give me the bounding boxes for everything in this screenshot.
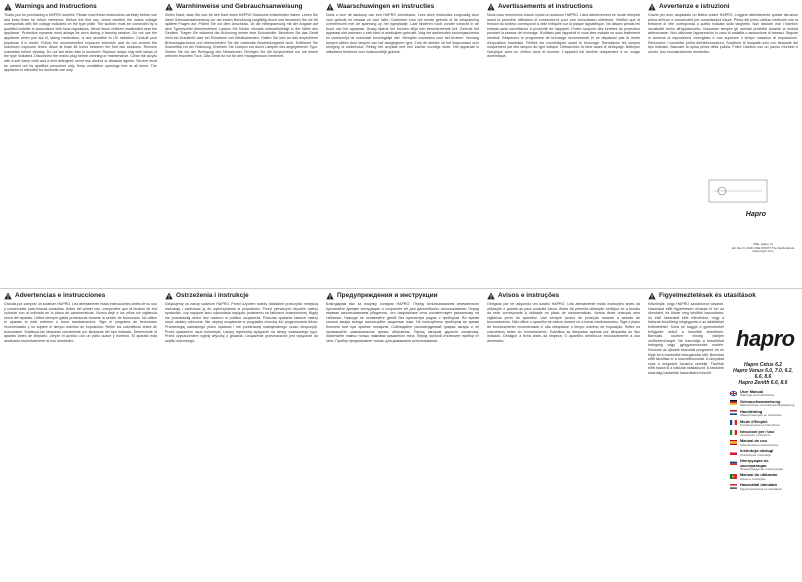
certification-text: VDE, Hapro nv EC Dec 9, 2020 VDE 0700T7 The Netherlands www.hapro.com <box>731 242 795 254</box>
warning-icon <box>4 292 12 300</box>
manual-item-ru: Инструкция по эксплуатации Предупреждения и инструкции <box>730 459 796 471</box>
manual-item-pt: Manual do utilizador Avisos e instruções <box>730 473 796 481</box>
section-it <box>648 3 798 281</box>
manual-item-hu: Használati útmutató Figyelmeztetések és utasítások <box>730 483 796 491</box>
hapro-logo-small: Hapro <box>745 211 766 218</box>
warning-icon <box>326 292 334 300</box>
flag-icon <box>730 391 737 396</box>
section-title: Figyelmeztetések és utasítások <box>659 292 756 299</box>
section-ru <box>326 292 479 580</box>
section-body: Dziękujemy za zakup solarium HAPRO. Przed użyciem należy dokładnie przeczytać niniejszą instrukcję i zachować ją do wykorzystania w przyszłości. Przed pierwszym użyciem należy sprawdzić, czy napięcie sieci odpowiada napięciu podanemu na tabliczce znamionowej. Nigdy nie pozostawiaj dzieci bez nadzoru w pobliżu urządzenia. Podczas opalania zawsze należy nosić okulary ochronne. Nie używaj urządzenia w przypadku choroby lub przyjmowania leków. Przestrzegaj zalecanego planu opalania i nie przekraczaj maksymalnego czasu ekspozycji. Przed opalaniem usuń kosmetyki. Lampy wymieniaj wyłącznie na lampy wskazanego typu. Przed czyszczeniem wyjmij wtyczkę z gniazda. Urządzenie przeznaczone jest wyłącznie do użytku domowego. <box>165 302 318 343</box>
flag-icon <box>730 450 737 455</box>
section-body: Köszönjük, hogy HAPRO szoláriumot vásárolt. Használat előtt figyelmesen olvassa el ezt az útmutatót, és őrizze meg későbbi használatra. Az első használat előtt ellenőrizze, hogy a hálózati feszültség megegyezik-e az adattáblán feltüntetettel. Soha ne hagyja a gyermekeket felügyelet nélkül a készülék közelében. Barnulás közben mindig viseljen védőszemüveget. Ne használja a készüléket betegség vagy gyógyszerszedés esetén. Kövesse az ajánlott barnulási programot, és ne lépje túl a maximális besugárzási időt. Barnulás előtt távolítsa el a kozmetikumokat. A lámpákat csak a megadott típusúra cserélje. Tisztítás előtt húzza ki a hálózati csatlakozót. A készülék kizárólag háztartási használatra készült. <box>648 302 724 375</box>
section-body: Dank u voor de aankoop van een HAPRO zonnebank. Lees deze instructies zorgvuldig door voor gebruik en bewaar ze voor later. Controleer voor het eerste gebruik of de netspanning overeenkomt met de spanning op het typeplaatje. Laat kinderen nooit zonder toezicht in de buurt van het apparaat. Draag tijdens het bruinen altijd een beschermende bril. Gebruik het apparaat niet wanneer u ziek bent of medicijnen gebruikt. Volg het aanbevolen bruiningsschema en overschrijd de maximale bruiningstijd niet. Verwijder cosmetica voor het bruinen. Vervang lampen alleen door lampen van het aangegeven type. Trek de stekker uit het stopcontact voor reiniging of onderhoud. Reinig het acrylaat met een zachte vochtige doek. Het apparaat is uitsluitend bestemd voor huishoudelijk gebruik. <box>326 13 479 54</box>
manual-language-list <box>730 390 796 493</box>
section-hu <box>648 292 798 580</box>
section-de <box>165 3 318 281</box>
flag-icon <box>730 410 737 415</box>
manual-item-pl: Instrukcja obsługi Ostrzeżenia i instrukcje <box>730 449 796 457</box>
warning-icon <box>326 3 334 11</box>
warning-icon <box>165 292 173 300</box>
section-body: Vielen Dank, dass Sie sich für den Kauf eines HAPRO Solariums entschieden haben. Lesen Sie diese Gebrauchsanweisung vor der ersten Benutzung sorgfältig durch und bewahren Sie sie für spätere Fragen auf. Prüfen Sie vor dem Anschluss, ob die Netzspannung mit der Angabe auf dem Typenschild übereinstimmt. Lassen Sie Kinder niemals unbeaufsichtigt in der Nähe des Gerätes. Tragen Sie während der Bräunung immer eine Schutzbrille. Benutzen Sie das Gerät nicht bei Krankheit oder bei Einnahme von Medikamenten. Halten Sie sich an das empfohlene Bräunungsschema und überschreiten Sie die maximale Bestrahlungszeit nicht. Entfernen Sie Kosmetika vor der Bräunung. Ersetzen Sie Lampen nur durch Lampen des angegebenen Typs. Ziehen Sie vor der Reinigung den Netzstecker. Reinigen Sie die Acrylscheibe nur mit einem weichen feuchten Tuch. Das Gerät ist nur für den Hausgebrauch bestimmt. <box>165 13 318 59</box>
section-title: Advertencias e instrucciones <box>15 292 106 299</box>
figure-1 <box>708 179 768 203</box>
section-body: Grazie per aver acquistato un lettino solare HAPRO. Leggere attentamente queste istruzioni prima dell'uso e conservarle per consultazioni future. Prima del primo utilizzo verificare che la tensione di rete corrisponda a quella indicata sulla targhetta. Non lasciare mai i bambini incustoditi vicino all'apparecchio. Indossare sempre gli occhiali protettivi durante la seduta abbronzante. Non utilizzare l'apparecchio in caso di malattia o assunzione di farmaci. Seguire lo schema di esposizione consigliato e non superare il tempo massimo di esposizione. Rimuovere i cosmetici prima dell'abbronzatura. Sostituire le lampade solo con lampade del tipo indicato. Staccare la spina prima della pulizia. Pulire l'acrilico con un panno morbido e umido. Uso esclusivamente domestico. <box>648 13 798 54</box>
section-title: Avisos e instruções <box>498 292 560 299</box>
section-title: Avertissements et instructions <box>498 3 593 10</box>
warning-icon <box>487 292 495 300</box>
warning-icon <box>648 292 656 300</box>
flag-icon <box>730 474 737 479</box>
section-nl <box>326 3 479 281</box>
warning-icon <box>648 3 656 11</box>
flag-icon <box>730 484 737 489</box>
section-title: Ostrzeżenia i instrukcje <box>176 292 249 299</box>
section-en <box>4 3 157 281</box>
manual-item-es: Manual de uso Advertencias e instrucciones <box>730 439 796 447</box>
manual-item-nl: Handleiding Waarschuwingen en instructies <box>730 410 796 418</box>
warning-icon <box>487 3 495 11</box>
section-es <box>4 292 157 580</box>
section-body: Благодарим вас за покупку солярия HAPRO. Перед использованием внимательно прочитайте данную инструкцию и сохраните её для дальнейшего использования. Перед первым использованием убедитесь, что напряжение сети соответствует указанному на табличке. Никогда не оставляйте детей без присмотра рядом с прибором. Во время сеанса загара всегда используйте защитные очки. Не пользуйтесь прибором во время болезни или при приёме лекарств. Соблюдайте рекомендуемый график загара и не превышайте максимальное время облучения. Перед загаром удалите косметику. Заменяйте лампы только лампами указанного типа. Перед чисткой отключите прибор от сети. Прибор предназначен только для домашнего использования. <box>326 302 479 343</box>
flag-icon <box>730 460 737 465</box>
manual-item-it: Istruzioni per l'uso Avvertenze e istruzioni <box>730 430 796 438</box>
section-body: Nous vous remercions d'avoir choisi un solarium HAPRO. Lisez attentivement ce mode d'emploi avant la première utilisation et conservez-le pour une consultation ultérieure. Vérifiez que la tension du secteur correspond à celle indiquée sur la plaque signalétique. Ne laissez jamais les enfants sans surveillance à proximité de l'appareil. Portez toujours des lunettes de protection pendant la séance de bronzage. N'utilisez pas l'appareil si vous êtes malade ou sous traitement médical. Respectez le programme de bronzage recommandé et ne dépassez pas la durée d'exposition maximale. Retirez les cosmétiques avant le bronzage. Remplacez les lampes uniquement par des lampes du type indiqué. Débranchez la fiche avant le nettoyage. Nettoyez l'acrylique avec un chiffon doux et humide. L'appareil est destiné uniquement à un usage domestique. <box>487 13 640 59</box>
section-body: Gracias por comprar un solárium HAPRO. Lea atentamente estas instrucciones antes de su uso y consérvelas para futuras consultas. Antes del primer uso, compruebe que la tensión de red coincide con la indicada en la placa de características. Nunca deje a los niños sin vigilancia cerca del aparato. Utilice siempre gafas protectoras durante la sesión de bronceado. No utilice el aparato si está enfermo o toma medicamentos. Siga el programa de bronceado recomendado y no supere el tiempo máximo de exposición. Retire los cosméticos antes de broncearse. Sustituya las lámparas únicamente por lámparas del tipo indicado. Desenchufe el aparato antes de limpiarlo. Limpie el acrílico con un paño suave y húmedo. El aparato está destinado exclusivamente al uso doméstico. <box>4 302 157 343</box>
flag-icon <box>730 400 737 405</box>
manual-item-en: User Manual Warnings and instructions <box>730 390 796 398</box>
warning-icon <box>165 3 173 11</box>
section-title: Warnings and Instructions <box>15 3 97 10</box>
manual-item-fr: Mode d'Emploi Avertissements et instructions <box>730 420 796 428</box>
flag-icon <box>730 430 737 435</box>
section-pt <box>487 292 640 580</box>
section-body: Thank you for purchasing a HAPRO sunbed. Please read these instructions carefully before use and keep them for future reference. Before the first use, check whether the mains voltage corresponds with the voltage indicated on the type plate. The sunbed must be connected by a qualified installer in accordance with local regulations. Never leave children unattended near the appliance. Protective eyewear must always be worn during a tanning session. Do not use the appliance when you are ill, taking medication, or are sensitive to UV radiation. Consult your physician if in doubt. Follow the recommended exposure schedule and do not exceed the maximum exposure times. Allow at least 48 hours between the first two sessions. Remove cosmetics before tanning. Do not tan when skin is sunburnt. Replace lamps only with lamps of the type indicated. Disconnect the mains plug before cleaning or maintenance. Clean the acrylic with a soft damp cloth and a mild detergent; never use alcohol or abrasive agents. Service must be carried out by qualified personnel only. Keep ventilation openings free at all times. The appliance is intended for domestic use only. <box>4 13 157 73</box>
flag-icon <box>730 420 737 425</box>
divider <box>0 288 802 289</box>
section-title: Waarschuwingen en instructies <box>337 3 435 10</box>
manual-item-de: Gebrauchsanweisung Warnhinweise und Gebrauchsanweisung <box>730 400 796 408</box>
section-title: Warnhinweise und Gebrauchsanweisung <box>176 3 303 10</box>
section-fr <box>487 3 640 281</box>
section-pl <box>165 292 318 580</box>
model-list: Hapro Cetus 6.2 Hapro Venus 6.0, 7.0, 6.2, 6.6, 8.6 Hapro Zenith 6.6, 8.6 <box>733 362 793 386</box>
section-body: Obrigado por ter adquirido um solário HAPRO. Leia atentamente estas instruções antes da utilização e guarde-as para consulta futura. Antes da primeira utilização verifique se a tensão da rede corresponde à indicada na placa de características. Nunca deixe crianças sem vigilância perto do aparelho. Use sempre óculos de proteção durante a sessão de bronzeamento. Não utilize o aparelho se estiver doente ou a tomar medicamentos. Siga o plano de bronzeamento recomendado e não ultrapasse o tempo máximo de exposição. Retire os cosméticos antes do bronzeamento. Substitua as lâmpadas apenas por lâmpadas do tipo indicado. Desligue a ficha antes da limpeza. O aparelho destina-se exclusivamente a uso doméstico. <box>487 302 640 343</box>
section-title: Avvertenze e istruzioni <box>659 3 730 10</box>
hapro-logo: hapro <box>736 326 795 351</box>
section-title: Предупреждения и инструкции <box>337 292 438 299</box>
flag-icon <box>730 440 737 445</box>
warning-icon <box>4 3 12 11</box>
